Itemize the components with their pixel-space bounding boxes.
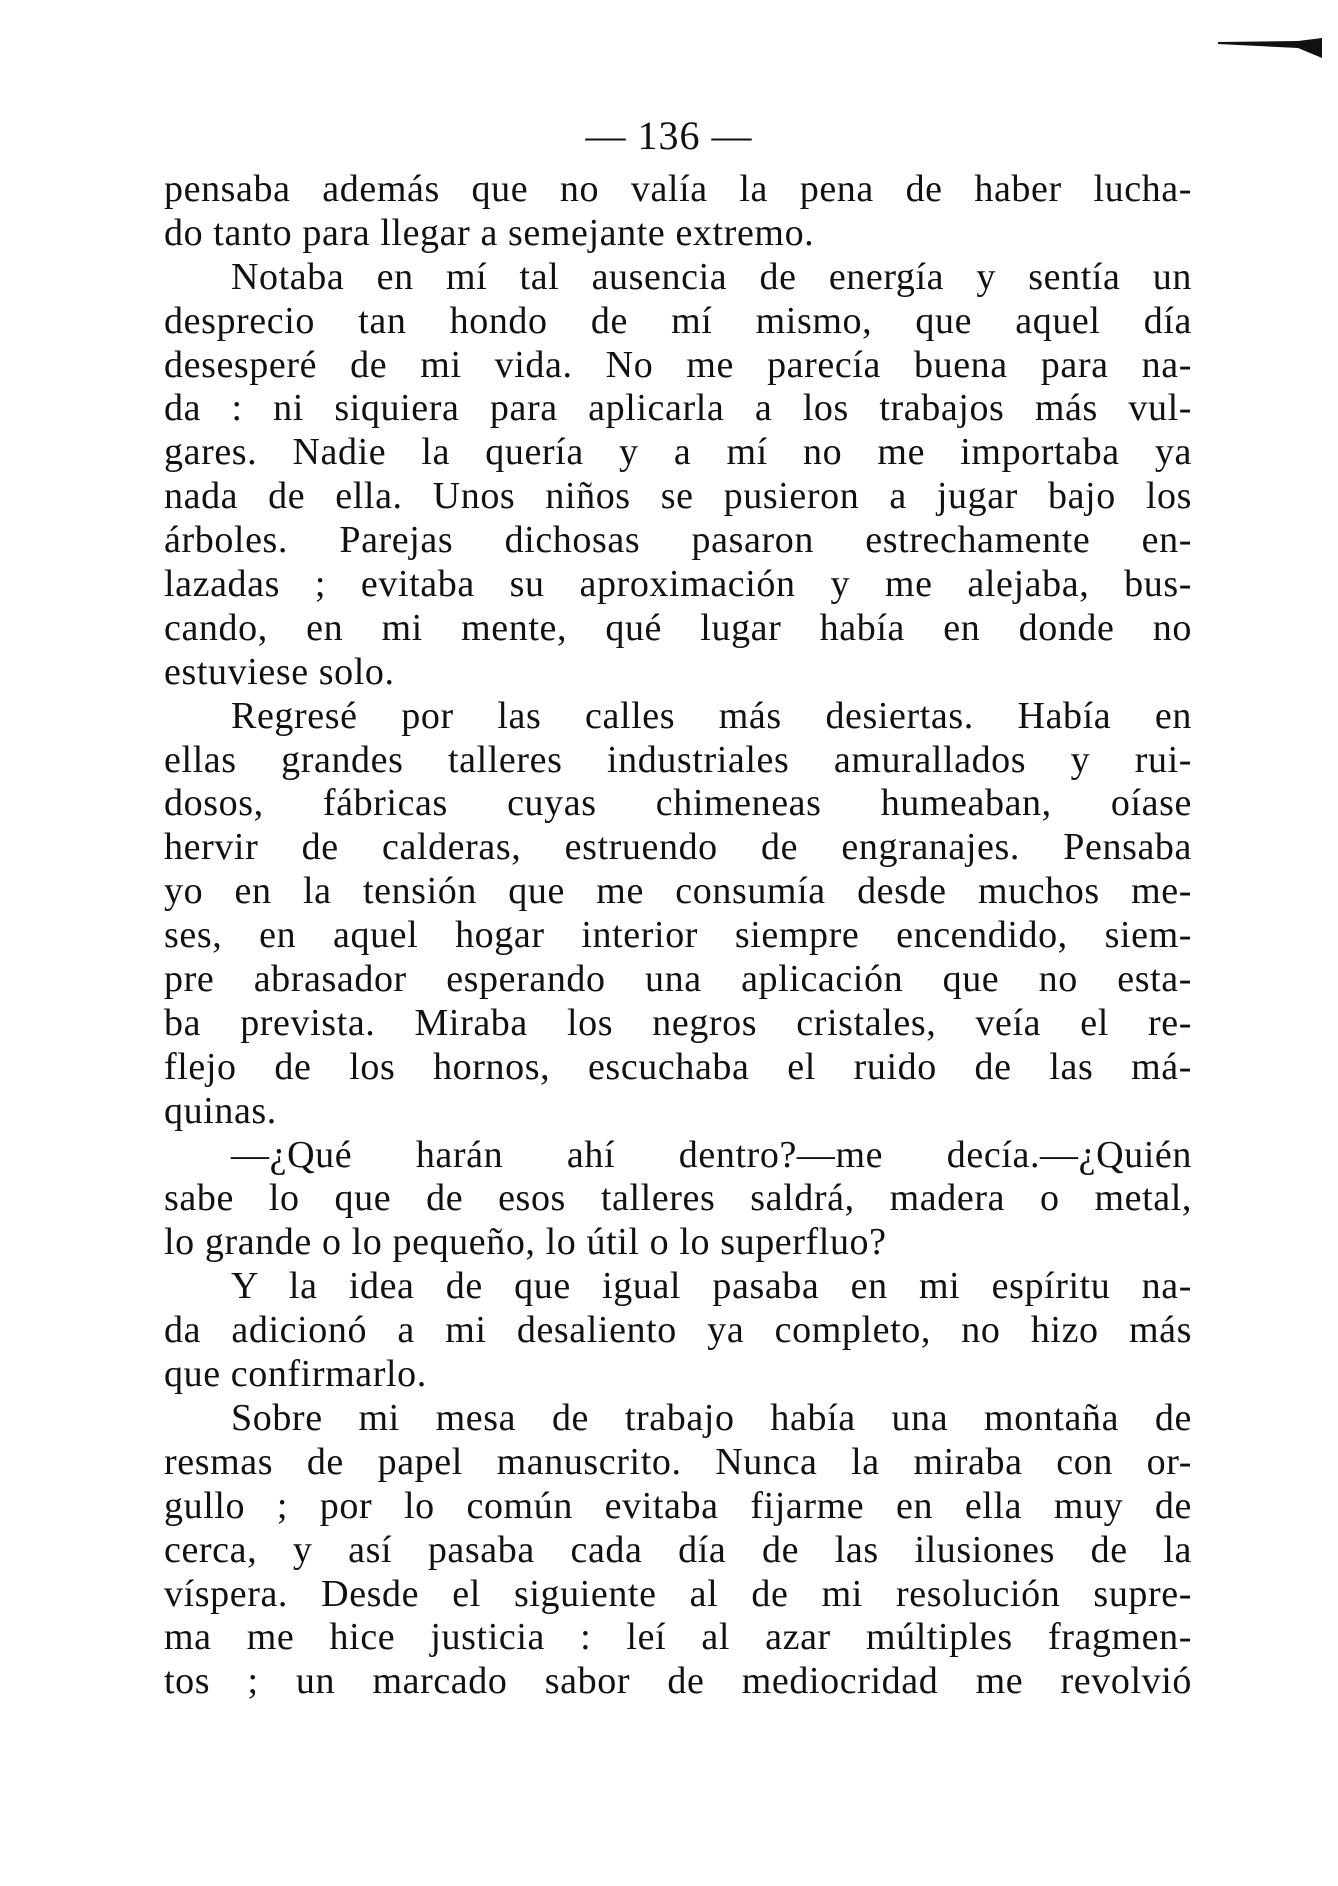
text-line: ma me hice justicia : leí al azar múltiples fragmen-	[164, 1616, 1192, 1659]
text-line: ba prevista. Miraba los negros cristales, veía el re-	[164, 1001, 1192, 1044]
text-line: desesperé de mi vida. No me parecía buena para na-	[164, 343, 1192, 386]
text-line: Y la idea de que igual pasaba en mi espíritu na-	[231, 1265, 1192, 1308]
text-line: ses, en aquel hogar interior siempre encendido, siem-	[164, 914, 1192, 957]
text-line: tos ; un marcado sabor de mediocridad me revolvió	[164, 1660, 1192, 1703]
text-line: pensaba además que no valía la pena de haber lucha-	[164, 168, 1192, 210]
text-line: quinas.	[164, 1089, 277, 1132]
text-line: lo grande o lo pequeño, lo útil o lo superfluo?	[164, 1221, 887, 1264]
text-line: lazadas ; evitaba su aproximación y me alejaba, bus-	[164, 563, 1192, 606]
text-line: hervir de calderas, estruendo de engranajes. Pensaba	[164, 826, 1192, 869]
text-line: nada de ella. Unos niños se pusieron a jugar bajo los	[164, 475, 1192, 518]
text-line: pre abrasador esperando una aplicación que no esta-	[164, 958, 1192, 1001]
text-line: árboles. Parejas dichosas pasaron estrechamente en-	[164, 519, 1192, 562]
text-line: cando, en mi mente, qué lugar había en donde no	[164, 606, 1192, 649]
text-line: desprecio tan hondo de mí mismo, que aquel día	[164, 299, 1192, 342]
text-line: cerca, y así pasaba cada día de las ilusiones de la	[164, 1528, 1192, 1571]
text-line: do tanto para llegar a semejante extremo.	[164, 211, 815, 254]
text-line: sabe lo que de esos talleres saldrá, madera o metal,	[164, 1177, 1192, 1220]
text-line: gullo ; por lo común evitaba fijarme en ella muy de	[164, 1484, 1192, 1527]
text-line: dosos, fábricas cuyas chimeneas humeaban, oíase	[164, 782, 1192, 825]
text-line: Regresé por las calles más desiertas. Había en	[231, 694, 1192, 737]
text-line: —¿Qué harán ahí dentro?—me decía.—¿Quién	[231, 1133, 1192, 1176]
text-line: gares. Nadie la quería y a mí no me importaba ya	[164, 431, 1192, 474]
text-line: Sobre mi mesa de trabajo había una montaña de	[231, 1396, 1192, 1439]
text-line: yo en la tensión que me consumía desde muchos me-	[164, 870, 1192, 913]
text-line: da : ni siquiera para aplicarla a los trabajos más vul-	[164, 387, 1192, 430]
text-line: ellas grandes talleres industriales amurallados y rui-	[164, 738, 1192, 781]
text-line: que confirmarlo.	[164, 1353, 427, 1396]
text-line: resmas de papel manuscrito. Nunca la miraba con or-	[164, 1440, 1192, 1483]
page-number: — 136 —	[585, 113, 753, 158]
scan-edge-mark	[1218, 38, 1322, 58]
text-line: flejo de los hornos, escuchaba el ruido de las má-	[164, 1045, 1192, 1088]
text-line: da adicionó a mi desaliento ya completo, no hizo más	[164, 1309, 1192, 1352]
body-text	[164, 168, 1192, 1704]
text-line: Notaba en mí tal ausencia de energía y sentía un	[231, 255, 1192, 298]
text-line: estuviese solo.	[164, 650, 395, 693]
text-line: víspera. Desde el siguiente al de mi resolución supre-	[164, 1572, 1192, 1615]
